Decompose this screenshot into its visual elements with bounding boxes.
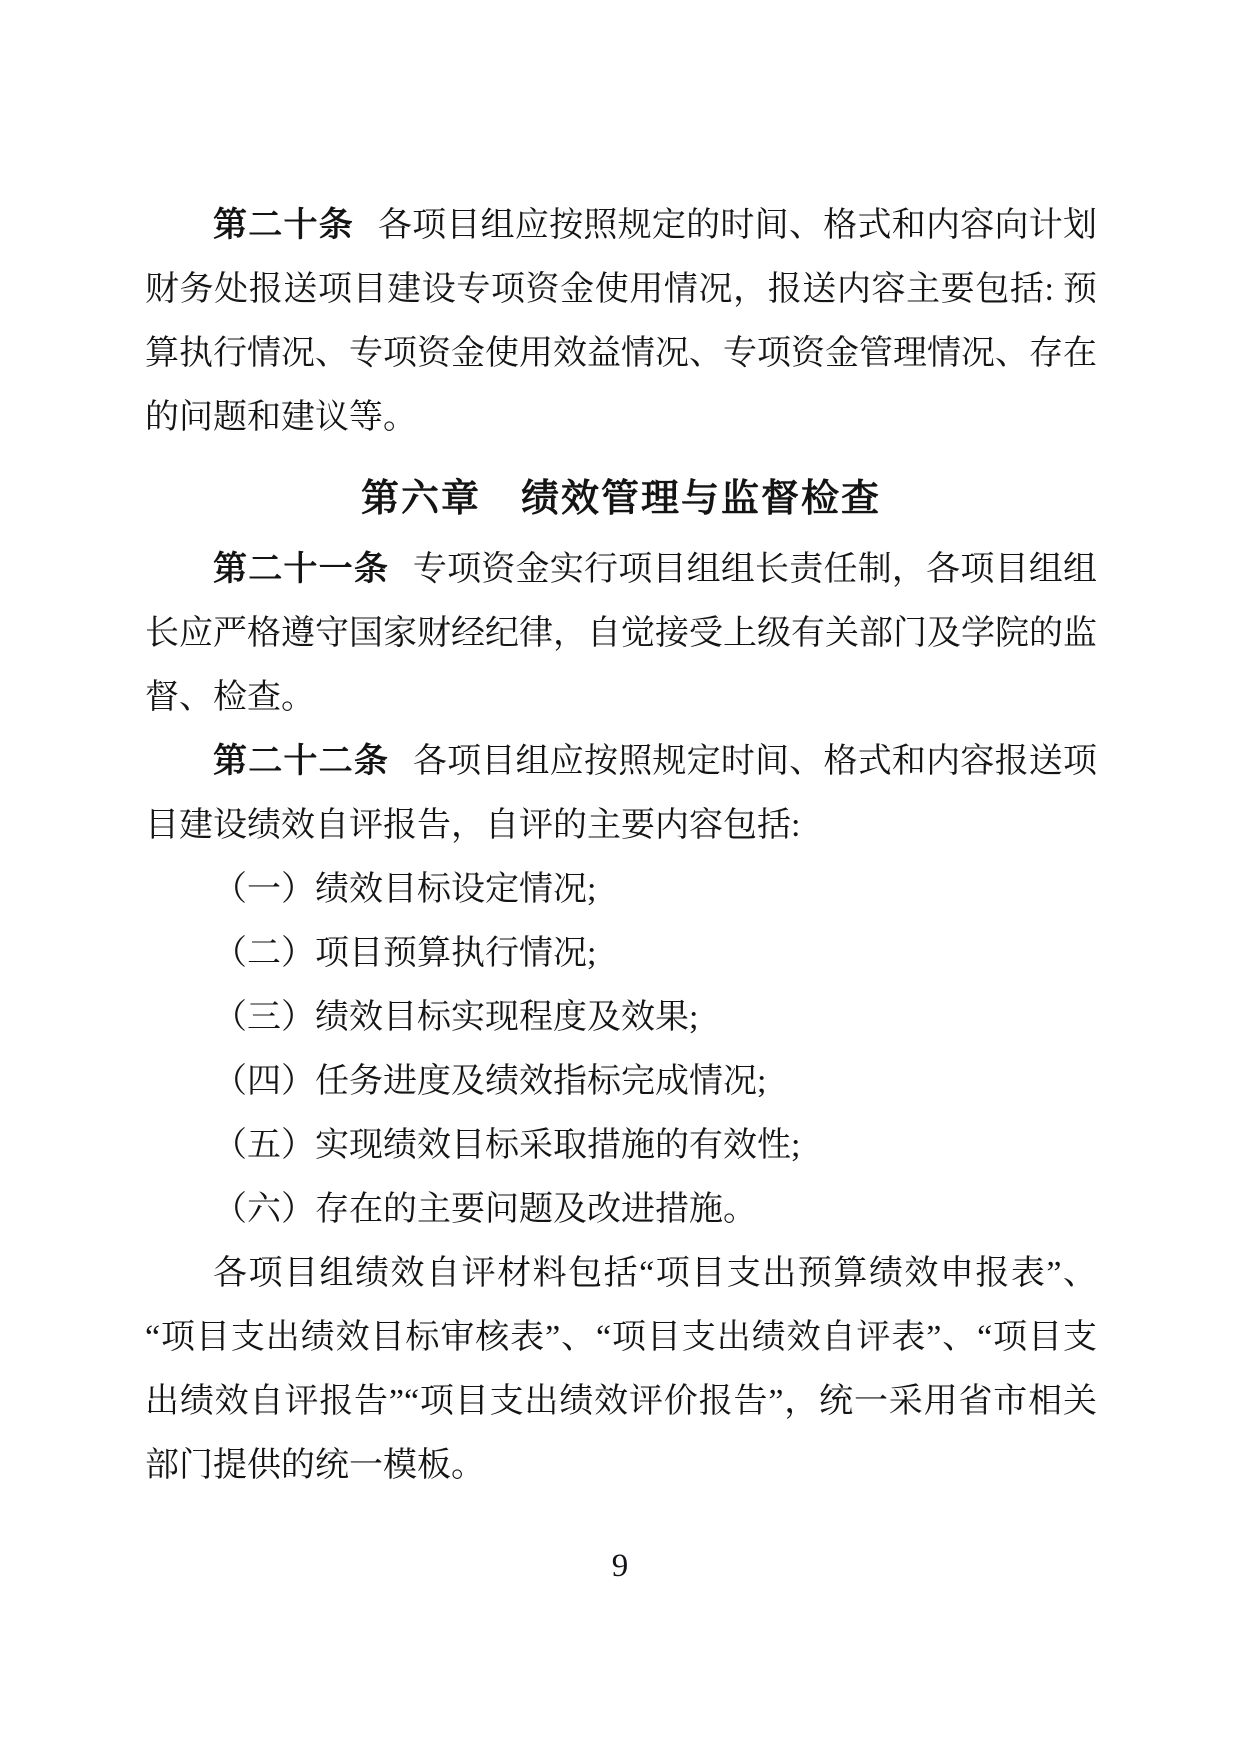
- self-eval-list: [145, 858, 1097, 1242]
- article-22-text: 各项目组应按照规定时间、格式和内容报送项目建设绩效自评报告，自评的主要内容包括:: [145, 743, 1098, 844]
- self-eval-item-6: （六）存在的主要问题及改进措施。: [213, 1191, 757, 1228]
- closing-paragraph: 各项目组绩效自评材料包括“项目支出预算绩效申报表”、“项目支出绩效目标审核表”、“项目支出绩效自评表”、“项目支出绩效自评报告”“项目支出绩效评价报告”，统一采用省市相关部门提供的统一模板。: [145, 1255, 1097, 1484]
- article-22-number: 第二十二条: [213, 743, 390, 780]
- article-20-number: 第二十条: [213, 207, 355, 244]
- article-21-text: 专项资金实行项目组组长责任制，各项目组组长应严格遵守国家财经纪律，自觉接受上级有关部门及学院的监督、检查。: [145, 551, 1098, 716]
- page-number: 9: [611, 1548, 629, 1584]
- document-body: [145, 194, 1097, 1498]
- self-eval-item-1: （一）绩效目标设定情况;: [213, 871, 597, 908]
- article-21-number: 第二十一条: [213, 551, 390, 588]
- article-21-paragraph: [145, 538, 1097, 730]
- article-20-text: 各项目组应按照规定的时间、格式和内容向计划财务处报送项目建设专项资金使用情况，报送内容主要包括: 预算执行情况、专项资金使用效益情况、专项资金管理情况、存在的问题和建议等。: [145, 207, 1098, 436]
- self-eval-item-2: （二）项目预算执行情况;: [213, 935, 597, 972]
- self-eval-item-3: （三）绩效目标实现程度及效果;: [213, 999, 699, 1036]
- article-20-paragraph: [145, 194, 1097, 450]
- self-eval-item-4: （四）任务进度及绩效指标完成情况;: [213, 1063, 767, 1100]
- article-22-paragraph: [145, 730, 1097, 858]
- self-eval-item-5: （五）实现绩效目标采取措施的有效性;: [213, 1127, 801, 1164]
- chapter-6-heading: 第六章 绩效管理与监督检查: [360, 478, 881, 520]
